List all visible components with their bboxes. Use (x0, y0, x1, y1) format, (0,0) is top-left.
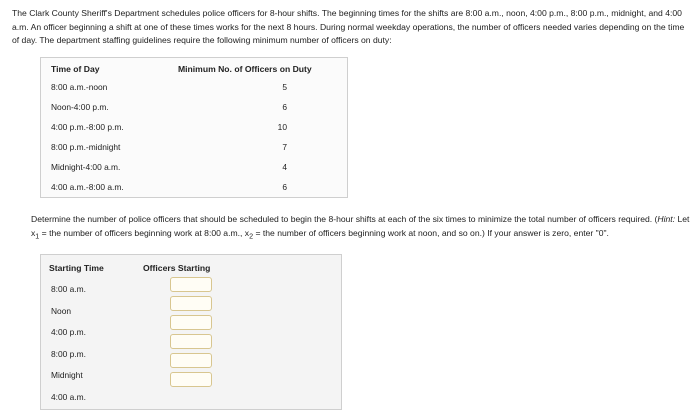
hint-text-mid1: Let x (31, 214, 690, 238)
minimum-cell: 5 (282, 82, 287, 92)
officers-input-8pm[interactable] (170, 334, 212, 349)
table-row (41, 178, 347, 198)
time-cell: 8:00 p.m.-midnight (51, 142, 121, 152)
minimum-cell: 4 (282, 162, 287, 172)
time-cell: Noon-4:00 p.m. (51, 102, 109, 112)
staffing-table (40, 57, 348, 198)
starting-time-label: Midnight (51, 370, 83, 380)
hint-subscript-1: 1 (35, 232, 40, 241)
hint-subscript-2: 2 (249, 232, 254, 241)
minimum-cell: 6 (282, 182, 287, 192)
table-row (41, 118, 347, 138)
officers-input-8am[interactable] (170, 277, 212, 292)
officers-input-4am[interactable] (170, 372, 212, 387)
problem-hint (31, 213, 691, 244)
time-of-day-header: Time of Day (51, 64, 100, 74)
starting-time-label: 8:00 a.m. (51, 284, 86, 294)
hint-text-pre: Determine the number of police officers that should be scheduled to begin the 8-hour shifts at each of the six times to minimize the total number of officers required. ( (31, 214, 658, 224)
problem-intro: The Clark County Sheriff's Department schedules police officers for 8-hour shifts. The beginning times for the shifts are 8:00 a.m., noon, 4:00 p.m., 8:00 p.m., midnight, and 4:00 a.m. An officer beginning a shift at one of these times works for the next 8 hours. During normal weekday operations, the number of officers needed varies depending on the time of day. The department staffing guidelines require the following minimum number of officers on duty: (12, 8, 685, 45)
officers-input-midnight[interactable] (170, 353, 212, 368)
time-cell: Midnight-4:00 a.m. (51, 162, 121, 172)
minimum-cell: 7 (282, 142, 287, 152)
time-cell: 4:00 a.m.-8:00 a.m. (51, 182, 124, 192)
table-row (41, 78, 347, 98)
hint-text-post: = the number of officers beginning work at noon, and so on.) If your answer is zero, enter "0". (253, 227, 609, 238)
minimum-officers-header: Minimum No. of Officers on Duty (178, 64, 312, 74)
hint-label: Hint: (657, 214, 676, 224)
starting-time-header: Starting Time (49, 263, 104, 273)
table-row (41, 158, 347, 178)
time-cell: 4:00 p.m.-8:00 p.m. (51, 122, 124, 132)
starting-time-label: 4:00 a.m. (51, 392, 86, 402)
officers-input-4pm[interactable] (170, 315, 212, 330)
time-cell: 8:00 a.m.-noon (51, 82, 108, 92)
starting-time-label: Noon (51, 306, 72, 316)
answer-table (40, 254, 342, 410)
hint-text-mid2: = the number of officers beginning work at 8:00 a.m., x (39, 227, 250, 238)
officers-starting-header: Officers Starting (143, 263, 211, 273)
starting-time-label: 8:00 p.m. (51, 349, 86, 359)
minimum-cell: 10 (277, 122, 287, 132)
minimum-cell: 6 (282, 102, 287, 112)
starting-time-label: 4:00 p.m. (51, 327, 86, 337)
officers-input-noon[interactable] (170, 296, 212, 311)
table-row (41, 138, 347, 158)
table-row (41, 98, 347, 118)
